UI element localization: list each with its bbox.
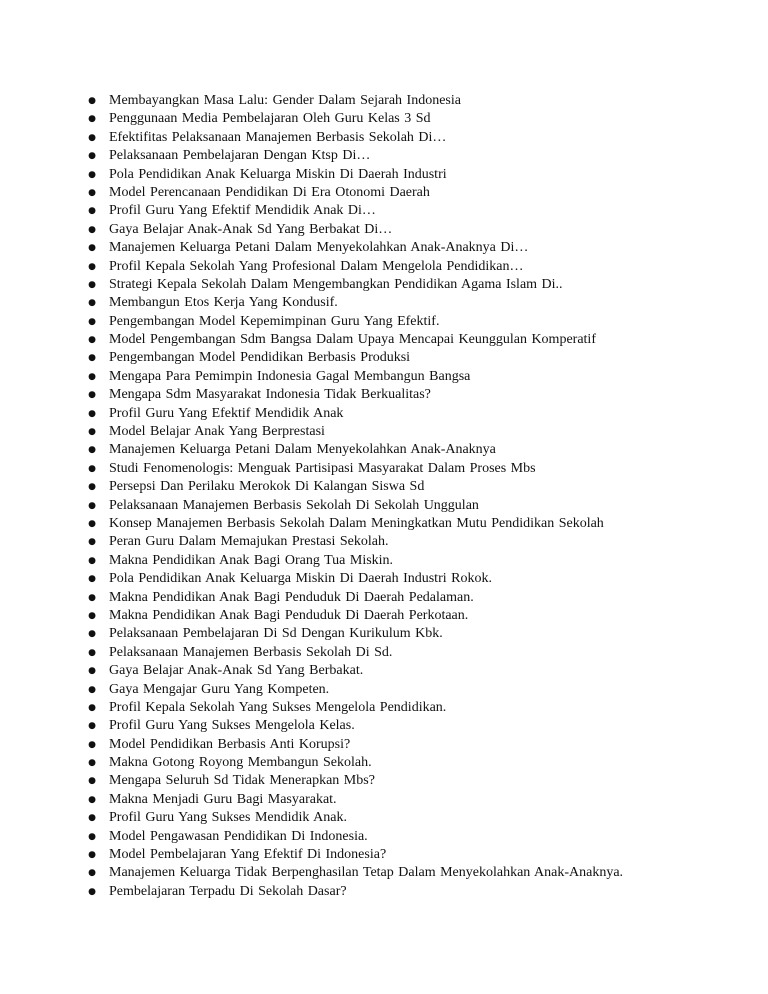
bullet-icon: ●	[88, 721, 96, 732]
list-item	[82, 625, 722, 643]
list-item	[82, 809, 722, 827]
list-item-text: Manajemen Keluarga Petani Dalam Menyekolahkan Anak-Anaknya Di…	[109, 240, 529, 256]
list-item-text: Manajemen Keluarga Petani Dalam Menyekolahkan Anak-Anaknya	[109, 442, 496, 458]
list-item-text: Profil Guru Yang Efektif Mendidik Anak Di…	[109, 203, 376, 219]
list-item-text: Profil Guru Yang Sukses Mengelola Kelas.	[109, 718, 355, 734]
list-item	[82, 294, 722, 312]
list-item-text: Pelaksanaan Manajemen Berbasis Sekolah Di Sekolah Unggulan	[109, 497, 479, 513]
bullet-icon: ●	[88, 610, 96, 621]
list-item	[82, 846, 722, 864]
list-item-text: Profil Guru Yang Sukses Mendidik Anak.	[109, 810, 347, 826]
bullet-icon: ●	[88, 335, 96, 346]
bullet-icon: ●	[88, 187, 96, 198]
list-item	[82, 736, 722, 754]
list-item	[82, 864, 722, 882]
list-item	[82, 460, 722, 478]
bullet-icon: ●	[88, 169, 96, 180]
list-item	[82, 147, 722, 165]
list-item-text: Membangun Etos Kerja Yang Kondusif.	[109, 295, 338, 311]
list-item-text: Makna Pendidikan Anak Bagi Penduduk Di Daerah Perkotaan.	[109, 607, 469, 623]
bullet-icon: ●	[88, 666, 96, 677]
bullet-icon: ●	[88, 353, 96, 364]
list-item	[82, 570, 722, 588]
list-item-text: Model Perencanaan Pendidikan Di Era Otonomi Daerah	[109, 184, 430, 200]
list-item	[82, 662, 722, 680]
bullet-icon: ●	[88, 794, 96, 805]
bullet-icon: ●	[88, 482, 96, 493]
list-item-text: Penggunaan Media Pembelajaran Oleh Guru Kelas 3 Sd	[109, 111, 431, 127]
list-item-text: Mengapa Seluruh Sd Tidak Menerapkan Mbs?	[109, 773, 375, 789]
bullet-icon: ●	[88, 886, 96, 897]
bullet-icon: ●	[88, 629, 96, 640]
list-item	[82, 791, 722, 809]
list-item-text: Strategi Kepala Sekolah Dalam Mengembangkan Pendidikan Agama Islam Di..	[109, 276, 563, 292]
list-item-text: Pengembangan Model Kepemimpinan Guru Yang Efektif.	[109, 313, 440, 329]
list-item	[82, 239, 722, 257]
bullet-icon: ●	[88, 132, 96, 143]
list-item-text: Peran Guru Dalam Memajukan Prestasi Sekolah.	[109, 534, 389, 550]
bullet-icon: ●	[88, 390, 96, 401]
bullet-icon: ●	[88, 758, 96, 769]
list-item-text: Model Pengawasan Pendidikan Di Indonesia.	[109, 828, 368, 844]
list-item-text: Pelaksanaan Manajemen Berbasis Sekolah Di Sd.	[109, 644, 393, 660]
bullet-icon: ●	[88, 371, 96, 382]
bullet-icon: ●	[88, 298, 96, 309]
list-item-text: Makna Pendidikan Anak Bagi Orang Tua Miskin.	[109, 552, 394, 568]
list-item	[82, 589, 722, 607]
list-item	[82, 184, 722, 202]
list-item-text: Model Pendidikan Berbasis Anti Korupsi?	[109, 736, 351, 752]
bullet-icon: ●	[88, 831, 96, 842]
list-item	[82, 423, 722, 441]
list-item-text: Pola Pendidikan Anak Keluarga Miskin Di Daerah Industri	[109, 166, 447, 182]
bullet-icon: ●	[88, 114, 96, 125]
list-item-text: Pengembangan Model Pendidikan Berbasis Produksi	[109, 350, 411, 366]
bullet-icon: ●	[88, 445, 96, 456]
list-item-text: Studi Fenomenologis: Menguak Partisipasi Masyarakat Dalam Proses Mbs	[109, 460, 536, 476]
list-item-text: Efektifitas Pelaksanaan Manajemen Berbasis Sekolah Di…	[109, 129, 447, 145]
list-item	[82, 405, 722, 423]
list-item-text: Persepsi Dan Perilaku Merokok Di Kalangan Siswa Sd	[109, 479, 425, 495]
bullet-icon: ●	[88, 518, 96, 529]
list-item-text: Pembelajaran Terpadu Di Sekolah Dasar?	[109, 883, 347, 899]
list-item	[82, 699, 722, 717]
bullet-icon: ●	[88, 868, 96, 879]
bullet-icon: ●	[88, 574, 96, 585]
list-item	[82, 717, 722, 735]
list-item	[82, 772, 722, 790]
bullet-icon: ●	[88, 537, 96, 548]
bullet-icon: ●	[88, 684, 96, 695]
list-item	[82, 349, 722, 367]
bullet-icon: ●	[88, 243, 96, 254]
topic-bullet-list	[82, 92, 722, 901]
list-item-text: Pelaksanaan Pembelajaran Di Sd Dengan Kurikulum Kbk.	[109, 626, 443, 642]
bullet-icon: ●	[88, 224, 96, 235]
list-item	[82, 166, 722, 184]
list-item-text: Makna Gotong Royong Membangun Sekolah.	[109, 755, 372, 771]
bullet-icon: ●	[88, 776, 96, 787]
list-item	[82, 110, 722, 128]
list-item-text: Membayangkan Masa Lalu: Gender Dalam Sejarah Indonesia	[109, 93, 461, 108]
list-item	[82, 607, 722, 625]
list-item-text: Model Pengembangan Sdm Bangsa Dalam Upaya Mencapai Keunggulan Komperatif	[109, 332, 596, 348]
list-item	[82, 313, 722, 331]
list-item	[82, 515, 722, 533]
list-item	[82, 92, 722, 110]
list-item-text: Profil Kepala Sekolah Yang Sukses Mengelola Pendidikan.	[109, 699, 447, 715]
list-item	[82, 368, 722, 386]
bullet-icon: ●	[88, 408, 96, 419]
list-item-text: Gaya Mengajar Guru Yang Kompeten.	[109, 681, 330, 697]
list-item-text: Manajemen Keluarga Tidak Berpenghasilan Tetap Dalam Menyekolahkan Anak-Anaknya.	[109, 865, 624, 881]
list-item	[82, 497, 722, 515]
list-item	[82, 221, 722, 239]
list-item	[82, 478, 722, 496]
bullet-icon: ●	[88, 555, 96, 566]
list-item	[82, 386, 722, 404]
list-item-text: Model Pembelajaran Yang Efektif Di Indonesia?	[109, 847, 387, 863]
bullet-icon: ●	[88, 96, 96, 106]
list-item-text: Gaya Belajar Anak-Anak Sd Yang Berbakat.	[109, 663, 364, 679]
list-item	[82, 681, 722, 699]
bullet-icon: ●	[88, 702, 96, 713]
list-item	[82, 258, 722, 276]
list-item	[82, 129, 722, 147]
list-item-text: Pola Pendidikan Anak Keluarga Miskin Di Daerah Industri Rokok.	[109, 571, 492, 587]
list-item-text: Makna Pendidikan Anak Bagi Penduduk Di Daerah Pedalaman.	[109, 589, 474, 605]
list-item	[82, 202, 722, 220]
list-item	[82, 533, 722, 551]
list-item-text: Gaya Belajar Anak-Anak Sd Yang Berbakat Di…	[109, 221, 393, 237]
bullet-icon: ●	[88, 206, 96, 217]
list-item-text: Pelaksanaan Pembelajaran Dengan Ktsp Di…	[109, 148, 371, 164]
bullet-icon: ●	[88, 261, 96, 272]
bullet-icon: ●	[88, 813, 96, 824]
list-item	[82, 644, 722, 662]
bullet-icon: ●	[88, 647, 96, 658]
list-item	[82, 552, 722, 570]
bullet-icon: ●	[88, 592, 96, 603]
list-item-text: Profil Kepala Sekolah Yang Profesional Dalam Mengelola Pendidikan…	[109, 258, 524, 274]
bullet-icon: ●	[88, 279, 96, 290]
bullet-icon: ●	[88, 500, 96, 511]
bullet-icon: ●	[88, 151, 96, 162]
list-item	[82, 883, 722, 901]
list-item-text: Profil Guru Yang Efektif Mendidik Anak	[109, 405, 344, 421]
list-item	[82, 331, 722, 349]
bullet-icon: ●	[88, 850, 96, 861]
list-item-text: Konsep Manajemen Berbasis Sekolah Dalam Meningkatkan Mutu Pendidikan Sekolah	[109, 515, 604, 531]
list-item-text: Model Belajar Anak Yang Berprestasi	[109, 424, 325, 440]
list-item-text: Mengapa Sdm Masyarakat Indonesia Tidak Berkualitas?	[109, 387, 431, 403]
list-item	[82, 754, 722, 772]
list-item-text: Makna Menjadi Guru Bagi Masyarakat.	[109, 791, 337, 807]
bullet-icon: ●	[88, 739, 96, 750]
list-item-text: Mengapa Para Pemimpin Indonesia Gagal Membangun Bangsa	[109, 368, 471, 384]
list-item	[82, 828, 722, 846]
bullet-icon: ●	[88, 427, 96, 438]
bullet-icon: ●	[88, 316, 96, 327]
list-item	[82, 276, 722, 294]
list-item	[82, 441, 722, 459]
bullet-icon: ●	[88, 463, 96, 474]
